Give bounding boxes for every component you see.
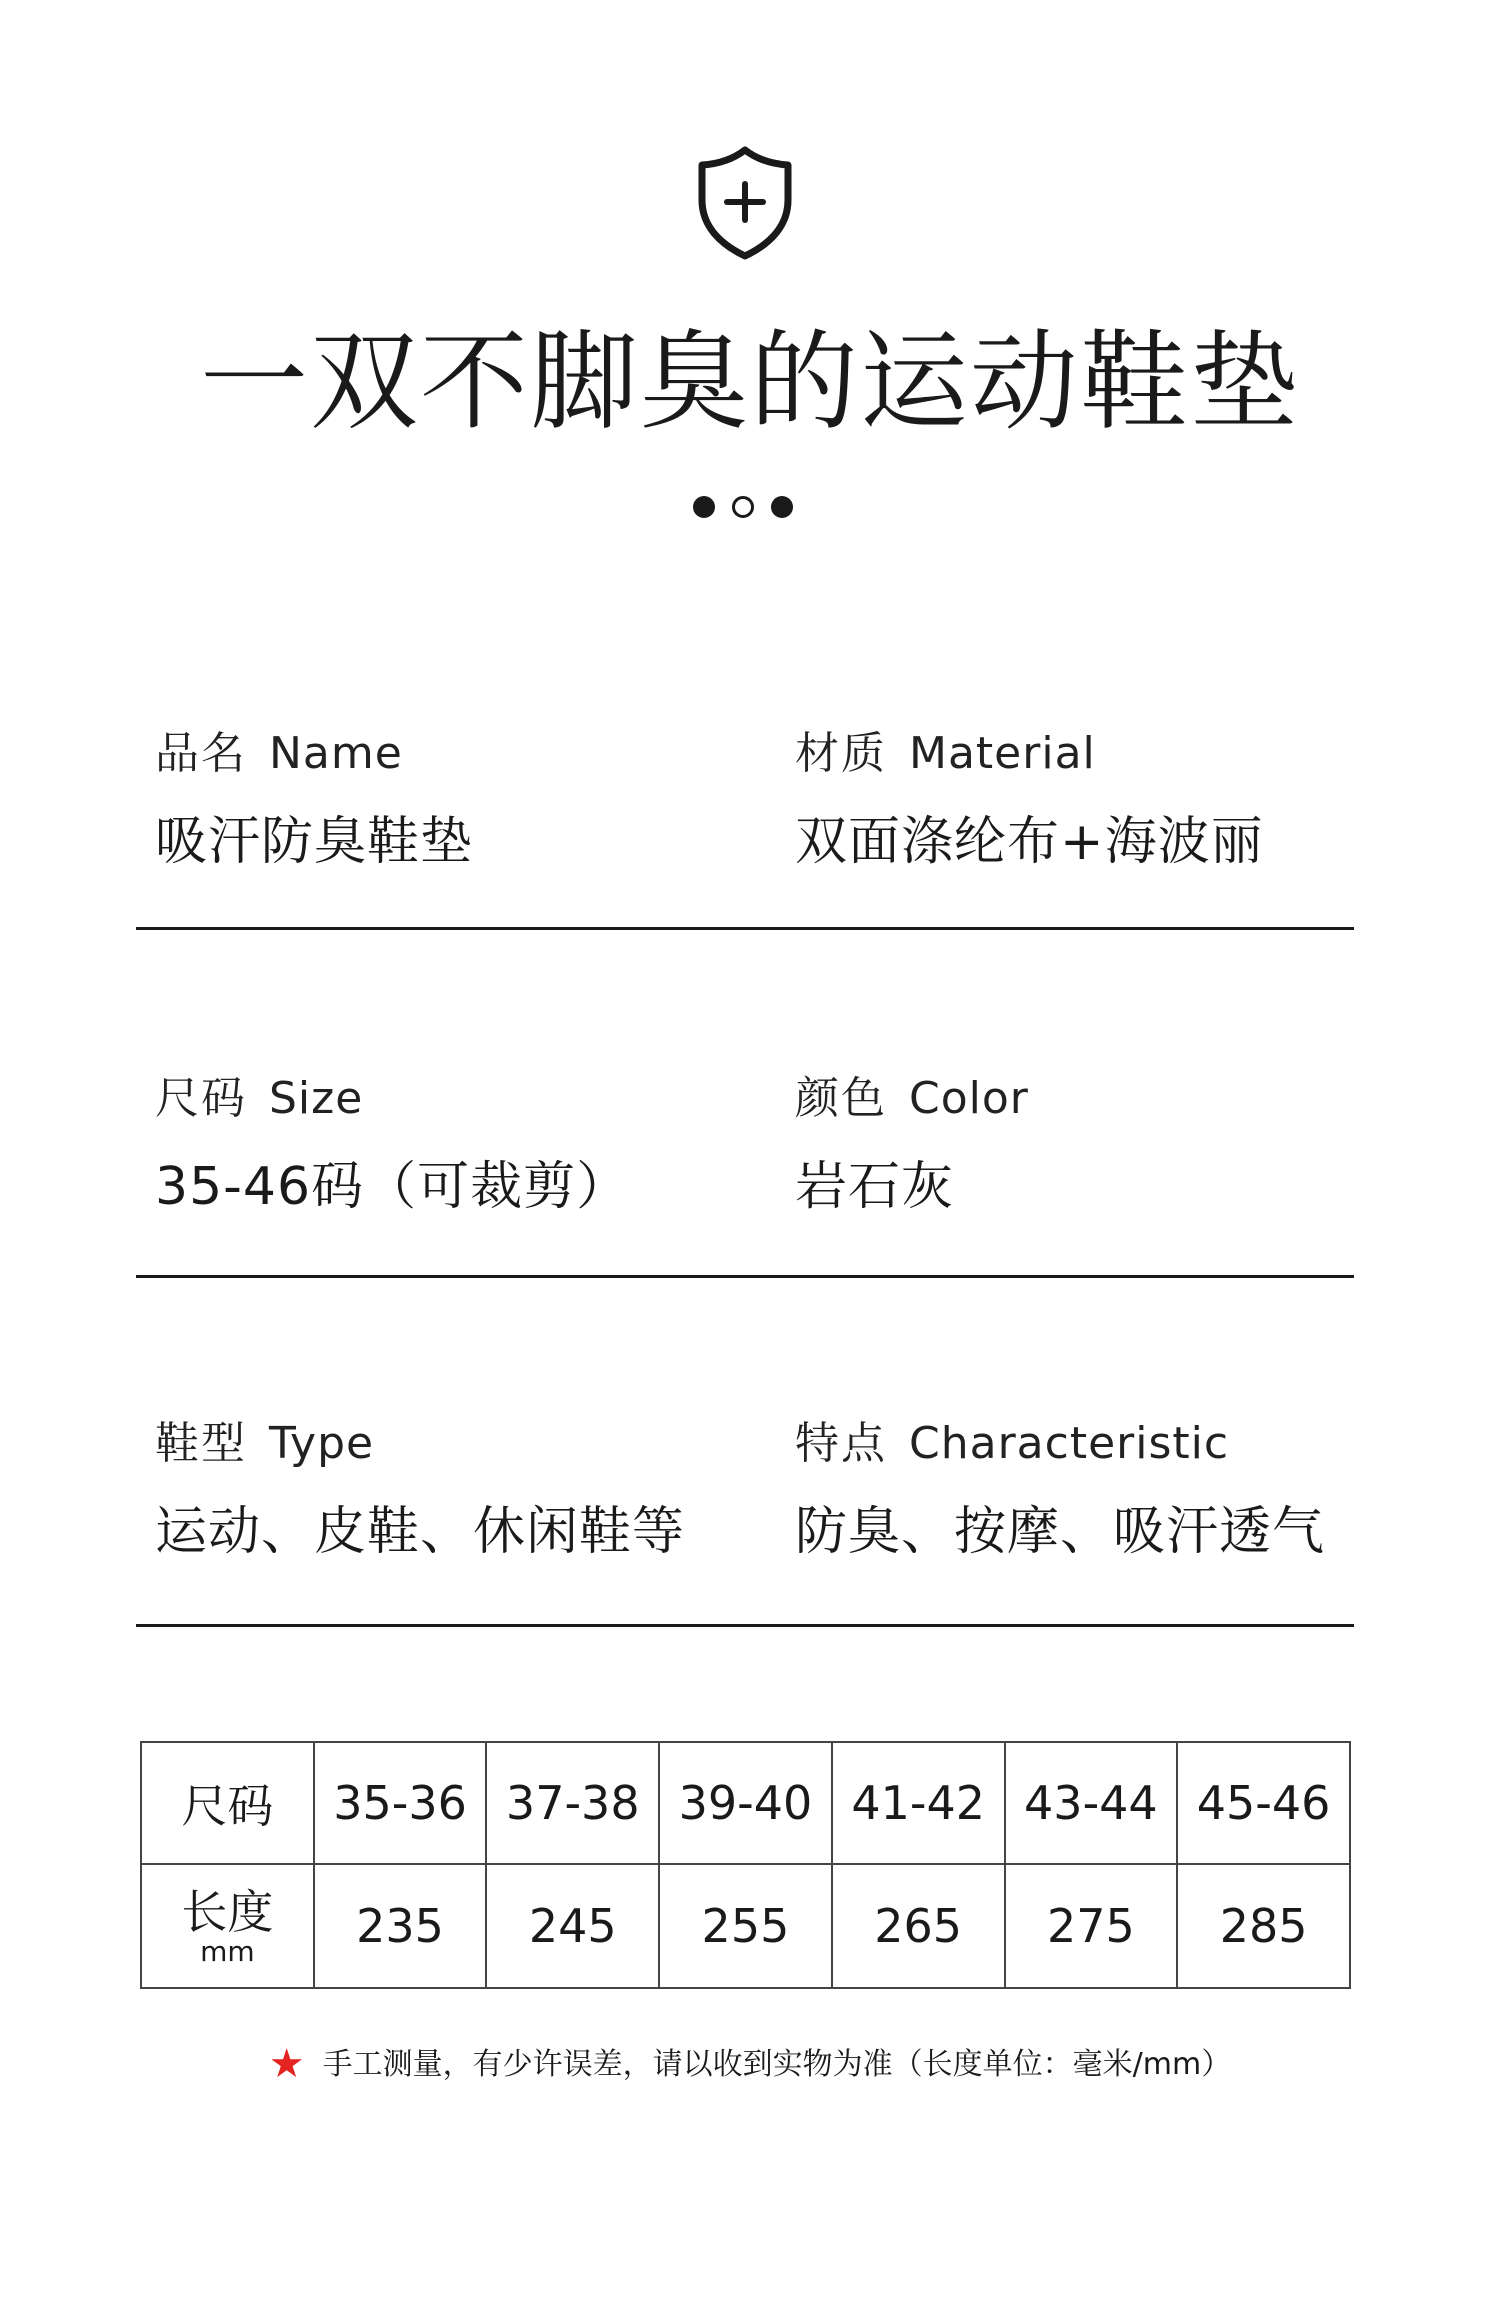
spec-value: 岩石灰 <box>795 1157 955 1217</box>
spec-value: 运动、皮鞋、休闲鞋等 <box>155 1502 686 1562</box>
spec-label <box>795 1416 1435 1472</box>
measurement-note <box>0 2040 1500 2089</box>
spec-feature <box>795 1416 1435 1564</box>
row-header-length-unit: mm <box>200 1935 255 1968</box>
spec-color <box>795 1071 1435 1219</box>
spec-size <box>155 1071 795 1219</box>
size-cell: 45-46 <box>1177 1742 1350 1864</box>
shield-plus-icon <box>696 146 794 260</box>
spec-value: 吸汗防臭鞋垫 <box>155 812 474 872</box>
spec-label-en: Color <box>909 1073 1029 1124</box>
spec-label-zh: 颜色 <box>795 1073 887 1124</box>
spec-label-zh: 品名 <box>155 728 247 779</box>
length-cell: 245 <box>486 1864 659 1988</box>
spec-label-en: Characteristic <box>909 1418 1230 1469</box>
spec-label-en: Size <box>269 1073 364 1124</box>
measurement-note-text: 手工测量，有少许误差，请以收到实物为准（长度单位：毫米/mm） <box>322 2047 1232 2082</box>
spec-label-zh: 材质 <box>795 728 887 779</box>
spec-value: 35-46码（可裁剪） <box>155 1157 630 1217</box>
size-cell: 37-38 <box>486 1742 659 1864</box>
divider <box>136 1275 1354 1278</box>
spec-name <box>155 726 795 874</box>
length-cell: 275 <box>1005 1864 1178 1988</box>
spec-material <box>795 726 1435 874</box>
divider <box>136 1624 1354 1627</box>
size-cell: 41-42 <box>832 1742 1005 1864</box>
length-cell: 255 <box>659 1864 832 1988</box>
dot-icon <box>732 496 754 518</box>
spec-type <box>155 1416 795 1564</box>
row-header-length-label: 长度 <box>181 1885 274 1939</box>
size-table <box>140 1741 1351 1989</box>
dot-icon <box>771 496 793 518</box>
spec-value: 双面涤纶布+海波丽 <box>795 812 1264 872</box>
length-cell: 235 <box>314 1864 487 1988</box>
size-cell: 43-44 <box>1005 1742 1178 1864</box>
spec-label-zh: 尺码 <box>155 1073 247 1124</box>
row-header-length <box>141 1864 314 1988</box>
spec-label-en: Name <box>269 728 403 779</box>
spec-label <box>155 726 795 782</box>
spec-label <box>155 1071 795 1127</box>
divider <box>136 927 1354 930</box>
length-cell: 285 <box>1177 1864 1350 1988</box>
spec-label-zh: 特点 <box>795 1418 887 1469</box>
spec-label-en: Type <box>269 1418 375 1469</box>
star-icon: ★ <box>268 2041 305 2087</box>
size-cell: 35-36 <box>314 1742 487 1864</box>
spec-label-en: Material <box>909 728 1096 779</box>
spec-label <box>795 1071 1435 1127</box>
table-row-size <box>141 1742 1350 1864</box>
size-cell: 39-40 <box>659 1742 832 1864</box>
decorative-dots <box>693 496 803 520</box>
page-title: 一双不脚臭的运动鞋垫 <box>199 320 1300 445</box>
dot-icon <box>693 496 715 518</box>
spec-value: 防臭、按摩、吸汗透气 <box>795 1502 1326 1562</box>
spec-label <box>795 726 1435 782</box>
length-cell: 265 <box>832 1864 1005 1988</box>
spec-label-zh: 鞋型 <box>155 1418 247 1469</box>
spec-label <box>155 1416 795 1472</box>
table-row-length <box>141 1864 1350 1988</box>
row-header-size: 尺码 <box>141 1742 314 1864</box>
